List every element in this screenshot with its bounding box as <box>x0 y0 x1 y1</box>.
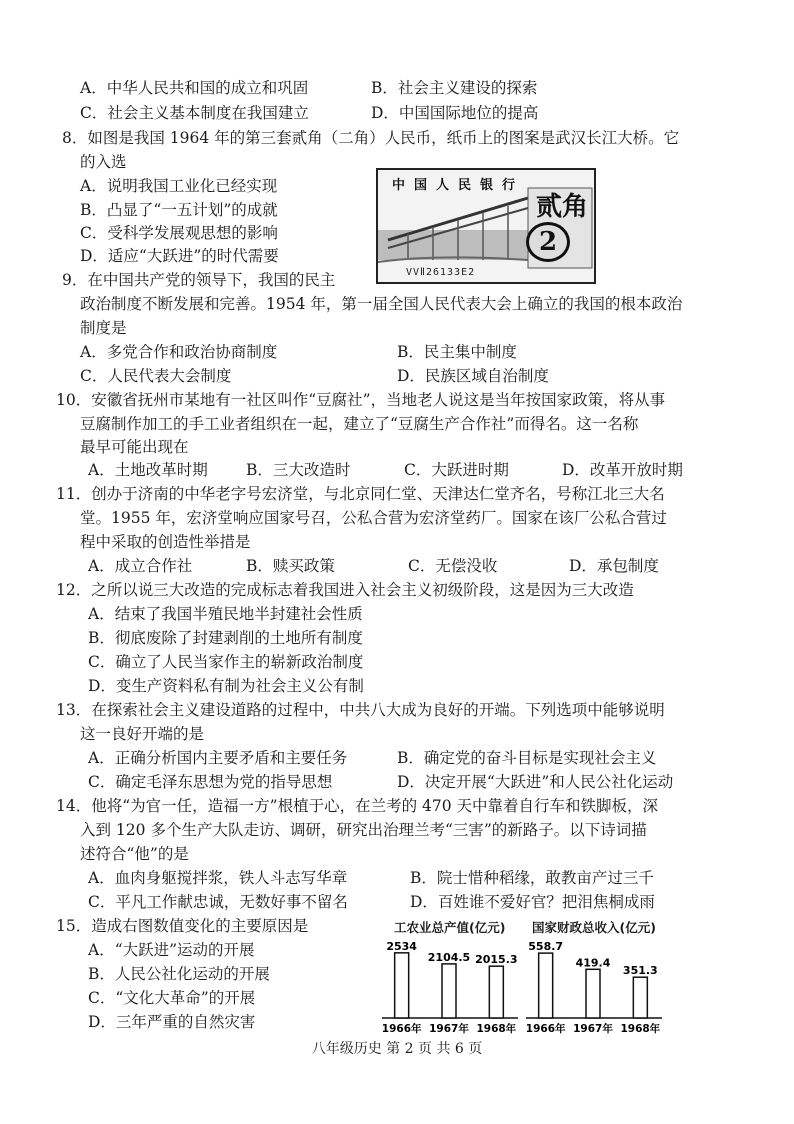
banknote-numeral: 2 <box>526 222 570 262</box>
q9-option-c: C．人民代表大会制度 <box>80 367 232 385</box>
chart-national-fiscal-revenue <box>522 932 664 1036</box>
q10-option-d: D．改革开放时期 <box>562 461 683 479</box>
q14-stem-line3: 述符合“他”的是 <box>80 845 189 863</box>
q7-option-d: D．中国国际地位的提高 <box>371 104 539 122</box>
chart1-value-label-0: 2534 <box>386 939 417 953</box>
banknote-image <box>376 168 596 284</box>
q13-stem-line1: 13．在探索社会主义建设道路的过程中，中共八大成为良好的开端。下列选项中能够说明 <box>56 701 665 719</box>
q12-option-b: B．彻底废除了封建剥削的土地所有制度 <box>88 629 363 647</box>
q11-option-d: D．承包制度 <box>569 557 659 575</box>
q11-option-c: C．无偿没收 <box>408 557 498 575</box>
q9-stem-line3: 制度是 <box>80 319 127 337</box>
q10-option-c: C．大跃进时期 <box>404 461 509 479</box>
q11-option-a: A．成立合作社 <box>88 557 193 575</box>
q9-stem-line1: 9．在中国共产党的领导下，我国的民主 <box>62 271 336 289</box>
chart2-category-label-0: 1966年 <box>525 1023 566 1035</box>
q9-option-d: D．民族区域自治制度 <box>397 367 549 385</box>
chart2-value-label-1: 419.4 <box>575 956 611 970</box>
q12-option-a: A．结束了我国半殖民地半封建社会性质 <box>88 605 363 623</box>
q10-stem-line3: 最早可能出现在 <box>80 438 189 456</box>
banknote-denomination: 贰角 <box>535 192 588 222</box>
q8-stem-line2: 的入选 <box>80 153 127 171</box>
q7-option-b: B．社会主义建设的探索 <box>371 79 538 97</box>
q9-stem-line2: 政治制度不断发展和完善。1954 年，第一届全国人民代表大会上确立的我国的根本政治 <box>80 295 683 313</box>
q13-option-d: D．决定开展“大跃进”和人民公社化运动 <box>397 773 674 791</box>
chart2-value-label-2: 351.3 <box>622 964 658 978</box>
chart1-category-label-2: 1968年 <box>476 1023 517 1035</box>
q14-option-d: D．百姓谁不爱好官？把泪焦桐成雨 <box>410 893 655 911</box>
q14-stem-line2: 入到 120 多个生产大队走访、调研，研究出治理兰考“三害”的新路子。以下诗词描 <box>80 821 647 839</box>
q8-option-d: D．适应“大跃进”的时代需要 <box>80 247 279 265</box>
q12-option-d: D．变生产资料私有制为社会主义公有制 <box>88 677 364 695</box>
q13-option-b: B．确定党的奋斗目标是实现社会主义 <box>397 749 657 767</box>
q8-stem-line1: 8．如图是我国 1964 年的第三套贰角（二角）人民币，纸币上的图案是武汉长江大桥。它 <box>62 129 680 147</box>
q11-option-b: B．赎买政策 <box>246 557 335 575</box>
chart1-bar-1 <box>442 964 456 1018</box>
q15-option-a: A．“大跃进”运动的开展 <box>88 941 255 959</box>
q13-stem-line2: 这一良好开端的是 <box>80 725 205 743</box>
q10-stem-line1: 10．安徽省抚州市某地有一社区叫作“豆腐社”，当地老人说这是当年按国家政策，将从事 <box>56 391 666 409</box>
q8-option-c: C．受科学发展观思想的影响 <box>80 224 278 242</box>
chart2-category-label-1: 1967年 <box>573 1023 613 1035</box>
chart2-title: 国家财政总收入(亿元) <box>532 920 656 935</box>
chart1-value-label-2: 2015.3 <box>475 953 518 967</box>
q14-stem-line1: 14．他将“为官一任，造福一方”根植于心，在兰考的 470 天中靠着自行车和铁脚板，深 <box>56 797 659 815</box>
q15-option-c: C．“文化大革命”的开展 <box>88 989 256 1007</box>
q10-option-b: B．三大改造时 <box>246 461 351 479</box>
q14-option-b: B．院士惜种稻缘，敢教亩产过三千 <box>410 869 654 887</box>
q11-stem-line2: 堂。1955 年，宏济堂响应国家号召，公私合营为宏济堂药厂。国家在该厂公私合营过 <box>80 509 667 527</box>
q12-stem-line1: 12．之所以说三大改造的完成标志着我国进入社会主义初级阶段，这是因为三大改造 <box>56 581 634 599</box>
q11-stem-line3: 程中采取的创造性举措是 <box>80 533 251 551</box>
q9-option-b: B．民主集中制度 <box>397 343 517 361</box>
chart2-value-label-0: 558.7 <box>528 940 564 954</box>
q11-stem-line1: 11．创办于济南的中华老字号宏济堂，与北京同仁堂、天津达仁堂齐名，号称江北三大名 <box>56 485 665 503</box>
chart-industrial-agricultural-output <box>378 932 520 1036</box>
banknote-header: 中国人民银行 <box>392 178 525 193</box>
q14-option-c: C．平凡工作献忠诚，无数好事不留名 <box>88 893 348 911</box>
chart1-value-label-1: 2104.5 <box>427 950 471 964</box>
q15-option-d: D．三年严重的自然灾害 <box>88 1013 256 1031</box>
chart2-bar-1 <box>586 969 600 1018</box>
page-footer: 八年级历史 第 2 页 共 6 页 <box>311 1041 483 1057</box>
q15-stem-line1: 15．造成右图数值变化的主要原因是 <box>56 917 309 935</box>
q10-option-a: A．土地改革时期 <box>88 461 208 479</box>
banknote-serial: VVⅡ26133E2 <box>406 267 476 278</box>
q9-option-a: A．多党合作和政治协商制度 <box>80 343 278 361</box>
chart1-bar-2 <box>489 966 503 1018</box>
q12-option-c: C．确立了人民当家作主的崭新政治制度 <box>88 653 364 671</box>
q14-option-a: A．血肉身躯搅拌浆，铁人斗志写华章 <box>88 869 348 887</box>
q13-option-c: C．确定毛泽东思想为党的指导思想 <box>88 773 333 791</box>
chart2-bar-0 <box>539 953 553 1018</box>
chart1-category-label-1: 1967年 <box>429 1023 469 1035</box>
q7-option-c: C．社会主义基本制度在我国建立 <box>80 104 309 122</box>
q8-option-a: A．说明我国工业化已经实现 <box>80 177 278 195</box>
q8-option-b: B．凸显了“一五计划”的成就 <box>80 201 278 219</box>
chart2-category-label-2: 1968年 <box>620 1023 661 1035</box>
q10-stem-line2: 豆腐制作加工的手工业者组织在一起，建立了“豆腐生产合作社”而得名。这一名称 <box>80 415 639 433</box>
q15-option-b: B．人民公社化运动的开展 <box>88 965 270 983</box>
q13-option-a: A．正确分析国内主要矛盾和主要任务 <box>88 749 348 767</box>
chart1-title: 工农业总产值(亿元) <box>394 920 506 935</box>
chart1-bar-0 <box>395 953 409 1018</box>
chart1-category-label-0: 1966年 <box>381 1023 422 1035</box>
chart2-bar-2 <box>633 977 647 1018</box>
q7-option-a: A．中华人民共和国的成立和巩固 <box>80 79 309 97</box>
